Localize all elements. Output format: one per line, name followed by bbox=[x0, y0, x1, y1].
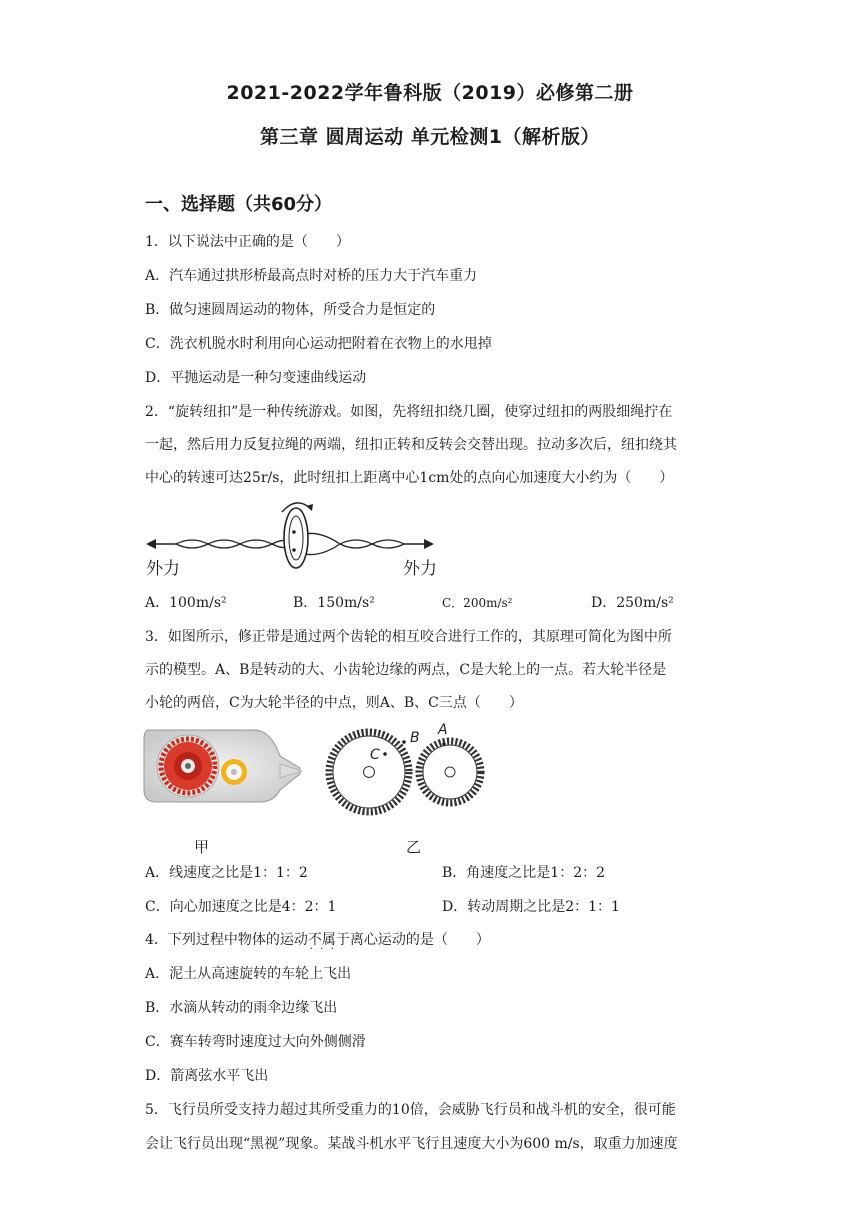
q1-option-a: A．汽车通过拱形桥最高点时对桥的压力大于汽车重力 bbox=[145, 268, 478, 284]
q5-stem-line-1: 5．飞行员所受支持力超过其所受重力的10倍，会威胁飞行员和战斗机的安全，很可能 bbox=[145, 1102, 676, 1118]
q4-stem-emphasis: 不属于 · · · bbox=[308, 932, 350, 948]
left-force-label: 外力 bbox=[146, 559, 180, 579]
correction-tape-photo bbox=[140, 720, 310, 812]
figure-caption-yi: 乙 bbox=[406, 838, 422, 856]
point-b-label: B bbox=[410, 730, 420, 746]
q2-option-c: C．200m/s² bbox=[442, 596, 513, 610]
q2-stem-line-1: 2．“旋转纽扣”是一种传统游戏。如图，先将纽扣绕几圈，使穿过纽扣的两股细绳拧在 bbox=[145, 404, 673, 420]
q3-option-c: C．向心加速度之比是4：2：1 bbox=[145, 899, 337, 915]
q2-stem-line-3: 中心的转速可达25r/s，此时纽扣上距离中心1cm处的点向心加速度大小约为（ ） bbox=[145, 470, 674, 486]
q4-stem-pre: 4．下列过程中物体的运动 bbox=[145, 932, 308, 948]
q4-option-b: B．水滴从转动的雨伞边缘飞出 bbox=[145, 1000, 338, 1016]
q2-stem-line-2: 一起，然后用力反复拉绳的两端，纽扣正转和反转会交替出现。拉动多次后，纽扣绕其 bbox=[145, 437, 677, 453]
q3-stem-line-3: 小轮的两倍，C为大轮半径的中点，则A、B、C三点（ ） bbox=[145, 695, 523, 711]
spinning-button-figure bbox=[140, 494, 460, 582]
q4-option-d: D．箭离弦水平飞出 bbox=[145, 1068, 269, 1084]
q3-stem-line-1: 3．如图所示，修正带是通过两个齿轮的相互咬合进行工作的，其原理可简化为图中所 bbox=[145, 629, 672, 645]
q2-option-a: A．100m/s² bbox=[145, 595, 227, 611]
q1-option-b: B．做匀速圆周运动的物体，所受合力是恒定的 bbox=[145, 302, 436, 318]
section-heading: 一、选择题（共60分） bbox=[145, 194, 333, 215]
q2-options bbox=[145, 592, 745, 612]
q2-option-b: B．150m/s² bbox=[293, 595, 375, 611]
document-title-line-1: 2021-2022学年鲁科版（2019）必修第二册 bbox=[226, 82, 634, 104]
figure-caption-jia: 甲 bbox=[194, 838, 210, 856]
q3-option-d: D．转动周期之比是2：1：1 bbox=[442, 899, 620, 915]
q1-option-d: D．平抛运动是一种匀变速曲线运动 bbox=[145, 370, 367, 386]
q4-stem-post: 离心运动的是（ ） bbox=[349, 932, 490, 948]
q3-options-row-2 bbox=[145, 896, 745, 916]
q3-stem-line-2: 示的模型。A、B是转动的大、小齿轮边缘的两点，C是大轮上的一点。若大轮半径是 bbox=[145, 662, 667, 678]
q1-option-c: C．洗衣机脱水时利用向心运动把附着在衣物上的水甩掉 bbox=[145, 336, 492, 352]
q4-stem bbox=[145, 929, 490, 949]
point-a-label: A bbox=[438, 722, 448, 738]
gear-model-figure bbox=[312, 716, 492, 816]
right-force-label: 外力 bbox=[403, 559, 437, 579]
q2-option-d: D．250m/s² bbox=[591, 595, 674, 611]
document-title-line-2: 第三章 圆周运动 单元检测1（解析版） bbox=[260, 126, 600, 148]
q4-option-a: A．泥土从高速旋转的车轮上飞出 bbox=[145, 966, 352, 982]
q5-stem-line-2: 会让飞行员出现“黑视”现象。某战斗机水平飞行且速度大小为600 m/s，取重力加速度 bbox=[145, 1136, 678, 1152]
q3-option-b: B．角速度之比是1：2：2 bbox=[442, 865, 606, 881]
q4-option-c: C．赛车转弯时速度过大向外侧侧滑 bbox=[145, 1034, 366, 1050]
q1-stem: 1．以下说法中正确的是（ ） bbox=[145, 234, 350, 250]
point-c-label: C bbox=[370, 747, 380, 763]
q3-options-row-1 bbox=[145, 862, 745, 882]
q3-option-a: A．线速度之比是1：1：2 bbox=[145, 865, 308, 881]
